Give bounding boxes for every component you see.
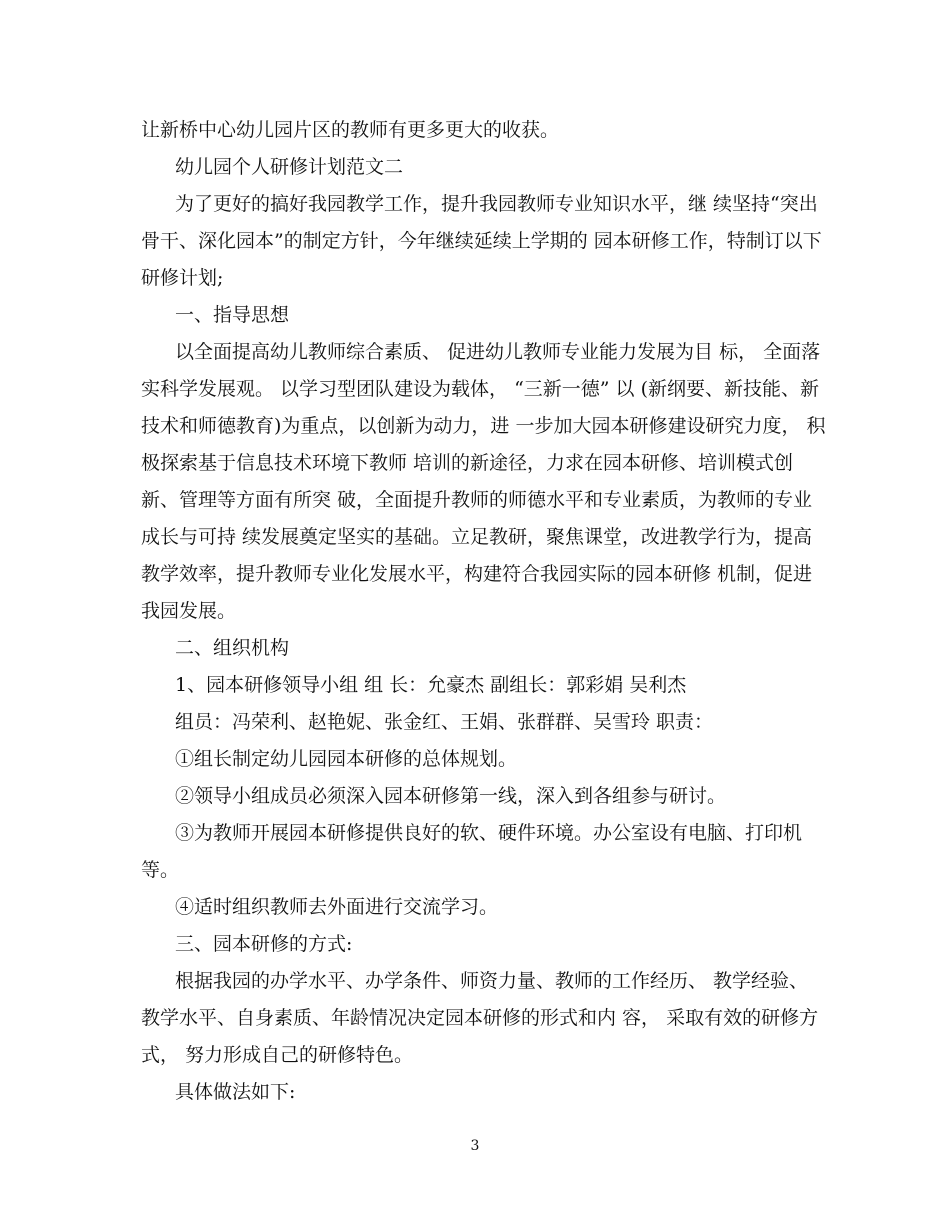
text-line: 让新桥中心幼儿园片区的教师有更多更大的收获。 bbox=[141, 119, 560, 141]
text-line: 等。 bbox=[141, 859, 180, 881]
text-line: 1、园本研修领导小组 组 长：允豪杰 副组长：郭彩娟 吴利杰 bbox=[175, 674, 687, 696]
text-line: 技术和师德教育)为重点，以创新为动力，进 一步加大园本研修建设研究力度， 积 bbox=[141, 415, 826, 437]
page-number: 3 bbox=[470, 1138, 480, 1154]
text-line: 研修计划; bbox=[141, 267, 224, 289]
text-line: 具体做法如下: bbox=[175, 1081, 296, 1103]
text-line: 实科学发展观。 以学习型团队建设为载体， “三新一德” 以 (新纲要、新技能、新 bbox=[141, 378, 819, 400]
text-line: 成长与可持 续发展奠定坚实的基础。立足教研，聚焦课堂，改进教学行为，提高 bbox=[141, 526, 813, 548]
list-item: ④适时组织教师去外面进行交流学习。 bbox=[175, 896, 499, 918]
list-item: ①组长制定幼儿园园本研修的总体规划。 bbox=[175, 748, 518, 770]
section-title: 幼儿园个人研修计划范文二 bbox=[175, 156, 404, 178]
text-line: 式， 努力形成自己的研修特色。 bbox=[141, 1044, 414, 1066]
text-line: 教学效率，提升教师专业化发展水平，构建符合我园实际的园本研修 机制，促进 bbox=[141, 563, 813, 585]
list-item: ②领导小组成员必须深入园本研修第一线，深入到各组参与研讨。 bbox=[175, 785, 727, 807]
text-line: 以全面提高幼儿教师综合素质、 促进幼儿教师专业能力发展为目 标， 全面落 bbox=[175, 341, 821, 363]
text-line: 教学水平、自身素质、年龄情况决定园本研修的形式和内 容， 采取有效的研修方 bbox=[141, 1007, 819, 1029]
text-line: 新、管理等方面有所突 破，全面提升教师的师德水平和专业素质，为教师的专业 bbox=[141, 489, 813, 511]
heading-methods: 三、园本研修的方式: bbox=[175, 933, 353, 955]
list-item: ③为教师开展园本研修提供良好的软、硬件环境。办公室设有电脑、打印机 bbox=[175, 822, 803, 844]
text-line: 组员：冯荣利、赵艳妮、张金红、王娟、张群群、吴雪玲 职责： bbox=[175, 711, 714, 733]
heading-guiding-thought: 一、指导思想 bbox=[175, 304, 290, 326]
text-line: 为了更好的搞好我园教学工作，提升我园教师专业知识水平，继 续坚持“突出 bbox=[175, 193, 818, 215]
heading-organization: 二、组织机构 bbox=[175, 637, 290, 659]
text-line: 骨干、深化园本”的制定方针，今年继续延续上学期的 园本研修工作，特制订以下 bbox=[141, 230, 822, 252]
text-line: 极探索基于信息技术环境下教师 培训的新途径，力求在园本研修、培训模式创 bbox=[141, 452, 794, 474]
text-line: 我园发展。 bbox=[141, 600, 237, 622]
text-line: 根据我园的办学水平、办学条件、师资力量、教师的工作经历、 教学经验、 bbox=[175, 970, 809, 992]
